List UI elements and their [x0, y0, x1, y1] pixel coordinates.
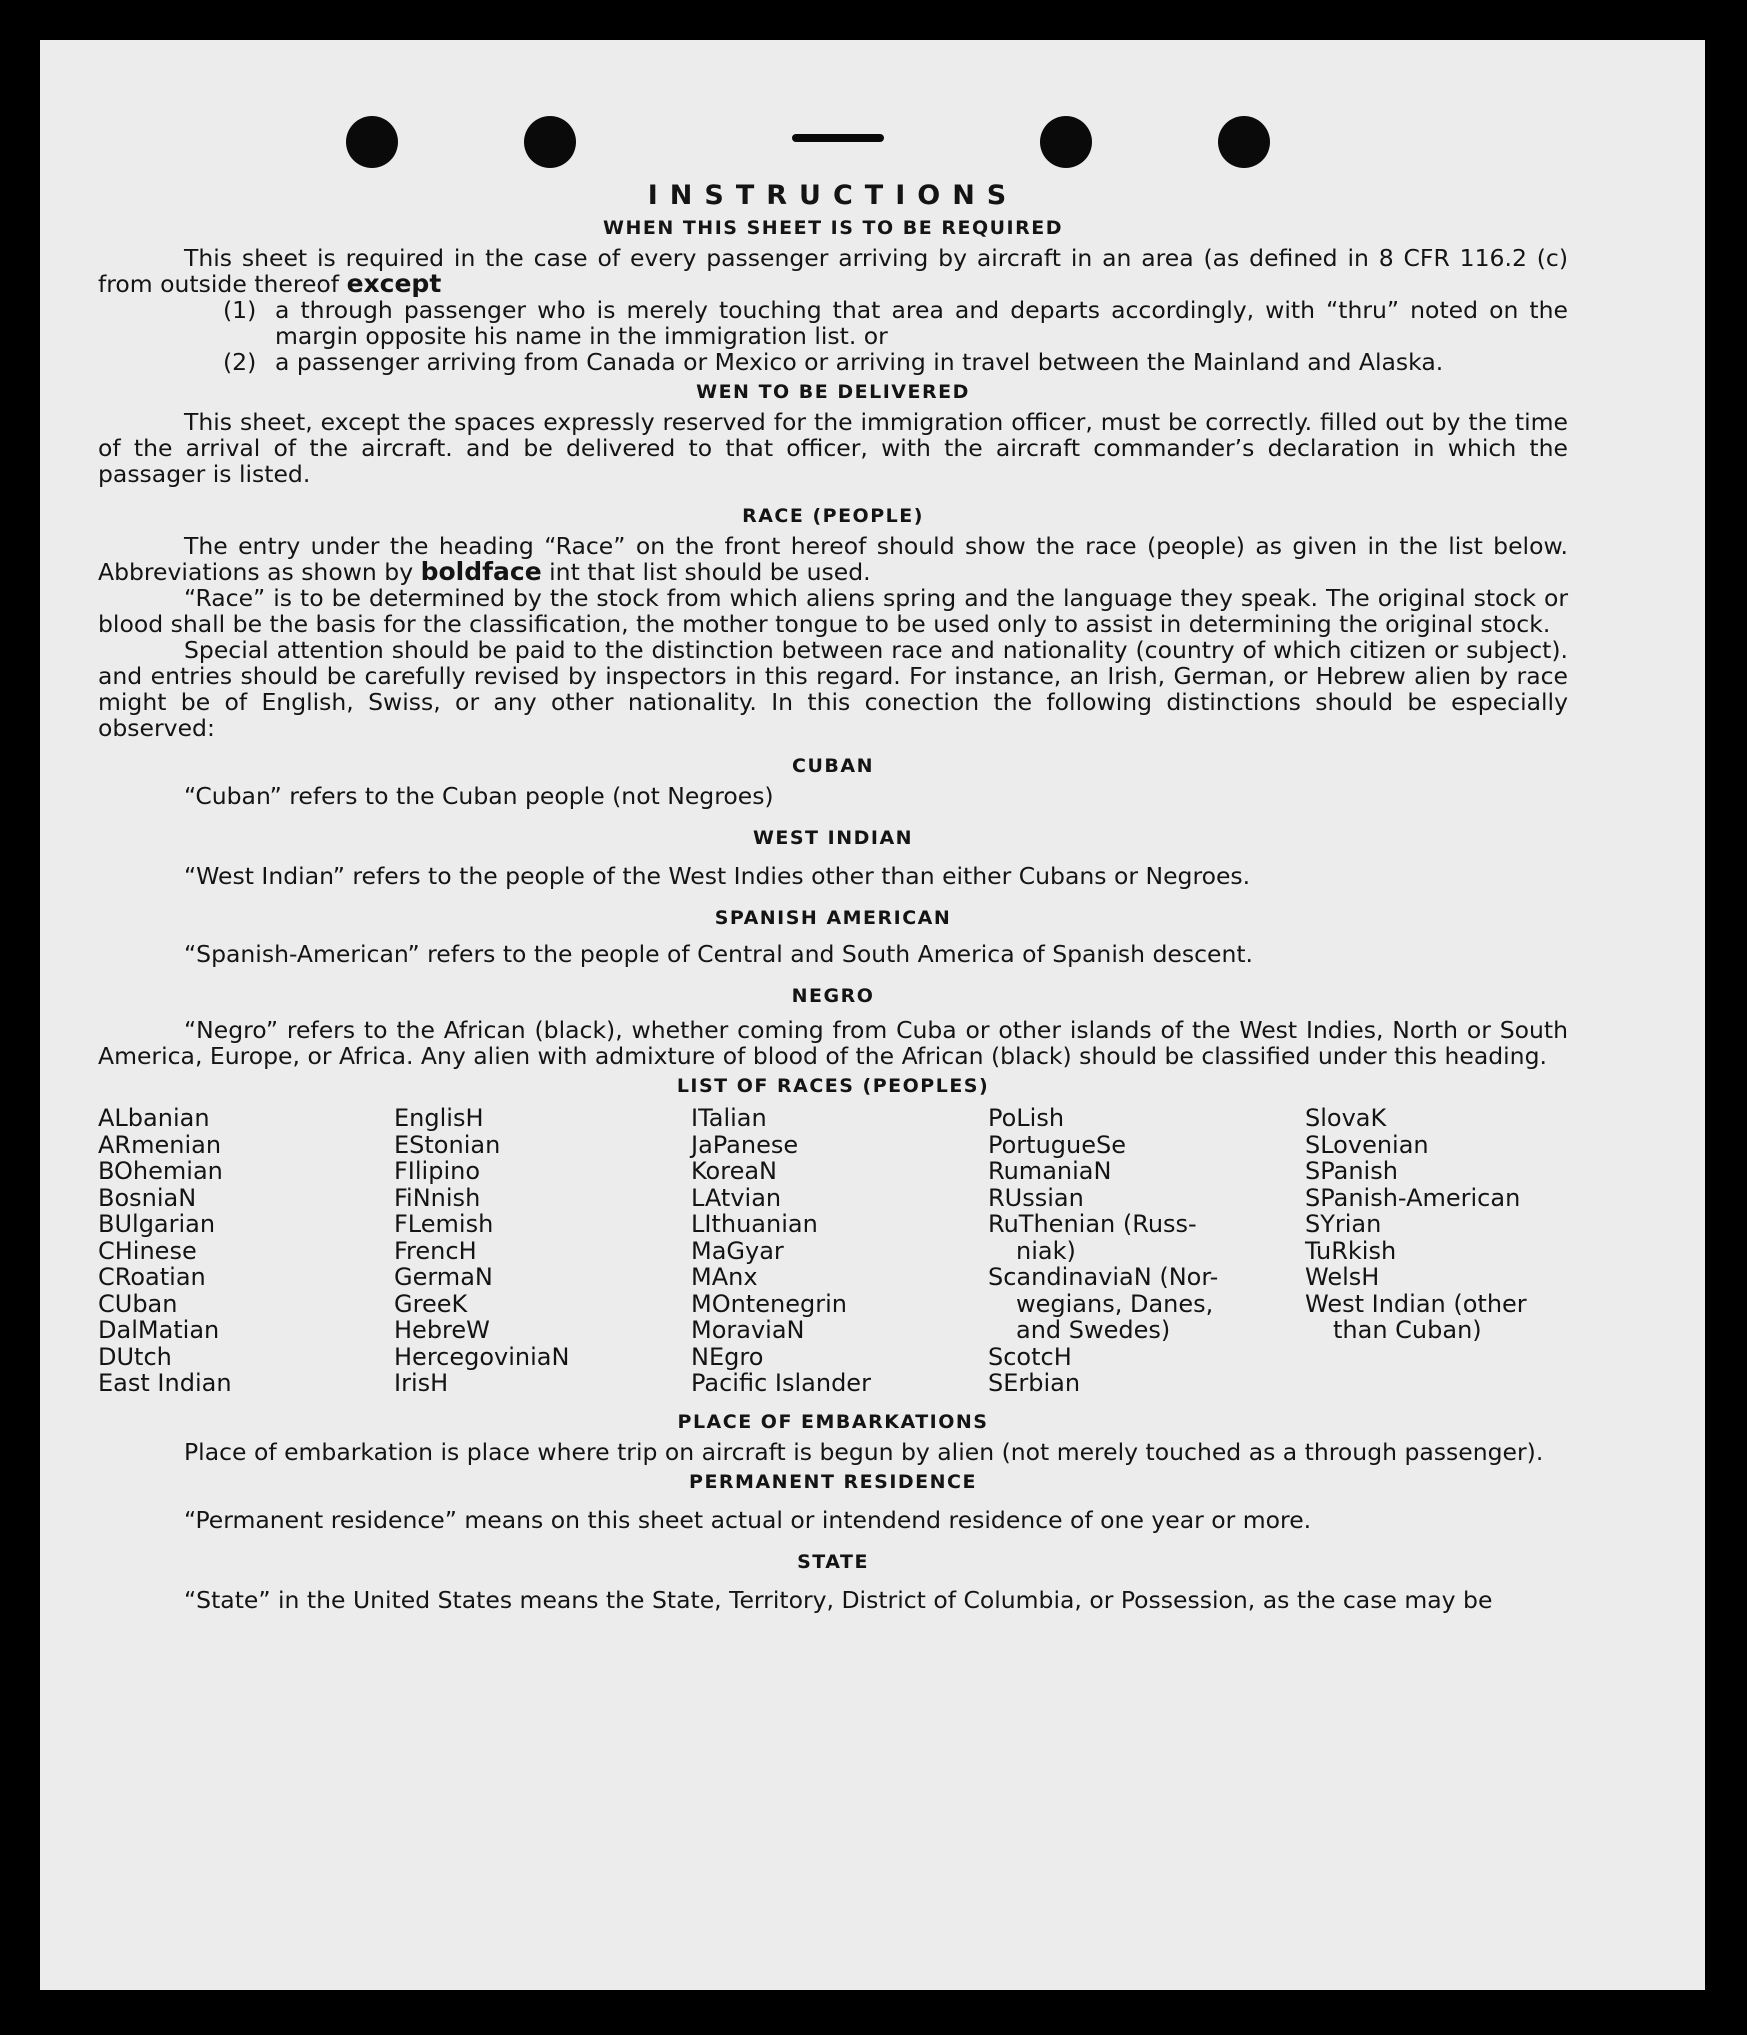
race-entry: HebreW — [394, 1316, 490, 1344]
races-column — [98, 1105, 394, 1397]
document-content — [98, 180, 1568, 1613]
race-entry: JaPanese — [691, 1130, 799, 1159]
race-entry: TuRkish — [1305, 1236, 1397, 1265]
punch-hole — [1040, 116, 1092, 168]
races-column — [394, 1105, 691, 1397]
paragraph-text: The entry under the heading “Race” on the front hereof should show the race (people) as given in the list below. Abbreviations as shown by — [98, 532, 1568, 586]
race-entry: LAtvian — [691, 1183, 782, 1212]
race-entry: EStonian — [394, 1130, 501, 1159]
race-entry: ARmenian — [98, 1130, 222, 1159]
race-entry: HercegoviniaN — [394, 1342, 570, 1371]
race-entry: ScandinaviaN (Nor- — [988, 1263, 1219, 1291]
race-entry: ALbanian — [98, 1104, 210, 1132]
section-heading-embarkation: PLACE OF EMBARKATIONS — [677, 1410, 989, 1433]
punch-hole — [346, 116, 398, 168]
race-entry: ITalian — [691, 1104, 767, 1132]
race-entry: GreeK — [394, 1289, 468, 1318]
race-entry: CHinese — [98, 1236, 197, 1265]
race-entry: SErbian — [988, 1369, 1081, 1397]
paragraph-when-delivered: This sheet, except the spaces expressly reserved for the immigration officer, must be correctly. filled out by the time of the arrival of the aircraft. and be delivered to that officer, with the aircraft commander’s declaration in which the passager is listed. — [98, 408, 1568, 488]
item-text: a passenger arriving from Canada or Mexico or arriving in travel between the Mainland and Alaska. — [275, 348, 1444, 376]
punch-hole — [1218, 116, 1270, 168]
race-entry: SPanish — [1305, 1157, 1398, 1185]
race-entry: BOhemian — [98, 1157, 223, 1185]
race-entry: WelsH — [1305, 1263, 1380, 1291]
paragraph-state: “State” in the United States means the State, Territory, District of Columbia, or Possession, as the case may be — [184, 1585, 1493, 1614]
section-heading-list-of-races: LIST OF RACES (PEOPLES) — [676, 1075, 990, 1097]
race-entry: GermaN — [394, 1263, 493, 1291]
paragraph-text: This sheet is required in the case of every passenger arriving by aircraft in an area (as defined in 8 CFR 116.2 (c) from outside thereof — [98, 244, 1568, 298]
section-heading-west-indian: WEST INDIAN — [752, 827, 914, 849]
paragraph-when-required — [98, 245, 1568, 297]
race-entry: East Indian — [98, 1369, 232, 1397]
section-heading-permanent-residence: PERMANENT RESIDENCE — [689, 1470, 977, 1493]
paragraph-spanish-american: “Spanish-American” refers to the people of Central and South America of Spanish descent. — [184, 940, 1254, 968]
race-entry: MOntenegrin — [691, 1289, 847, 1318]
section-heading-race: RACE (PEOPLE) — [742, 505, 924, 527]
section-heading-negro: NEGRO — [791, 985, 875, 1007]
race-entry: than Cuban) — [1333, 1316, 1482, 1344]
race-entry: SlovaK — [1305, 1104, 1387, 1132]
race-entry: FLemish — [394, 1210, 494, 1238]
paragraph-embarkation: Place of embarkation is place where trip on aircraft is begun by alien (not merely touched as a through passenger). — [184, 1437, 1544, 1466]
paragraph-west-indian: “West Indian” refers to the people of the West Indies other than either Cubans or Negroes. — [184, 862, 1251, 890]
races-list — [98, 1105, 1568, 1397]
paragraph-text: int that list should be used. — [549, 558, 871, 586]
race-entry: FrencH — [394, 1236, 477, 1265]
race-entry: SYrian — [1305, 1210, 1382, 1238]
race-entry: DalMatian — [98, 1316, 220, 1344]
race-entry: CUban — [98, 1289, 178, 1318]
race-entry: DUtch — [98, 1342, 172, 1371]
keyword-boldface: boldface — [420, 557, 542, 586]
section-heading-when-delivered: WEN TO BE DELIVERED — [696, 381, 970, 403]
race-entry: CRoatian — [98, 1263, 206, 1291]
race-entry: RUssian — [988, 1183, 1084, 1212]
race-entry: NEgro — [691, 1342, 764, 1371]
race-entry: IrisH — [394, 1369, 449, 1397]
keyword-except: except — [346, 269, 442, 298]
race-entry: KoreaN — [691, 1157, 777, 1185]
paragraph-permanent-residence: “Permanent residence” means on this sheet actual or intendend residence of one year or more. — [184, 1505, 1312, 1534]
item-number: (2) — [223, 348, 257, 376]
race-entry: BosniaN — [98, 1183, 197, 1212]
race-entry: RumaniaN — [988, 1157, 1112, 1185]
paragraph-cuban: “Cuban” refers to the Cuban people (not Negroes) — [184, 782, 774, 810]
race-entry: PortugueSe — [988, 1130, 1126, 1159]
race-entry: BUlgarian — [98, 1210, 216, 1238]
item-text: a through passenger who is merely touching that area and departs accordingly, with “thru” noted on the margin opposite his name in the immigration list. or — [275, 296, 1568, 350]
list-item — [223, 349, 1568, 375]
ink-mark — [792, 134, 884, 142]
race-entry: SLovenian — [1305, 1130, 1429, 1159]
race-entry: MaGyar — [691, 1236, 784, 1265]
race-entry: LIthuanian — [691, 1210, 818, 1238]
paragraph-race-3: Special attention should be paid to the distinction between race and nationality (country of which citizen or subject). and entries should be carefully revised by inspectors in this regard. For instance, an Irish, German, or Hebrew alien by race might be of English, Swiss, or any other nationality. In this conection the following distinctions should be especially observed: — [98, 636, 1568, 742]
race-entry: FIlipino — [394, 1157, 481, 1185]
section-heading-spanish-american: SPANISH AMERICAN — [714, 907, 952, 929]
race-entry: SPanish-American — [1305, 1183, 1521, 1212]
race-entry: niak) — [1016, 1236, 1076, 1265]
list-item — [223, 297, 1568, 349]
race-entry: West Indian (other — [1305, 1289, 1527, 1318]
document-title: INSTRUCTIONS — [647, 180, 1019, 211]
race-entry: MAnx — [691, 1263, 758, 1291]
paragraph-race-1 — [98, 533, 1568, 585]
paragraph-negro: “Negro” refers to the African (black), whether coming from Cuba or other islands of the West Indies, North or South America, Europe, or Africa. Any alien with admixture of blood of the African (black) should be classified under this heading. — [98, 1016, 1568, 1070]
item-number: (1) — [223, 296, 257, 324]
section-heading-state: STATE — [797, 1550, 869, 1573]
race-entry: ScotcH — [988, 1342, 1072, 1371]
race-entry: PoLish — [988, 1104, 1065, 1132]
race-entry: Pacific Islander — [691, 1369, 871, 1397]
race-entry: RuThenian (Russ- — [988, 1210, 1197, 1238]
paragraph-race-2: “Race” is to be determined by the stock from which aliens spring and the language they speak. The original stock or blood shall be the basis for the classification, the mother tongue to be used only to assist in determining the original stock. — [98, 584, 1568, 638]
race-entry: EnglisH — [394, 1104, 484, 1132]
race-entry: FiNnish — [394, 1183, 481, 1212]
races-column — [691, 1105, 988, 1397]
section-heading-when-required: WHEN THIS SHEET IS TO BE REQUIRED — [602, 217, 1063, 239]
races-column — [1305, 1105, 1565, 1397]
races-column — [988, 1105, 1305, 1397]
section-heading-cuban: CUBAN — [792, 755, 874, 777]
punch-hole — [524, 116, 576, 168]
race-entry: wegians, Danes, — [1016, 1289, 1214, 1318]
race-entry: and Swedes) — [1016, 1316, 1171, 1344]
race-entry: MoraviaN — [691, 1316, 805, 1344]
